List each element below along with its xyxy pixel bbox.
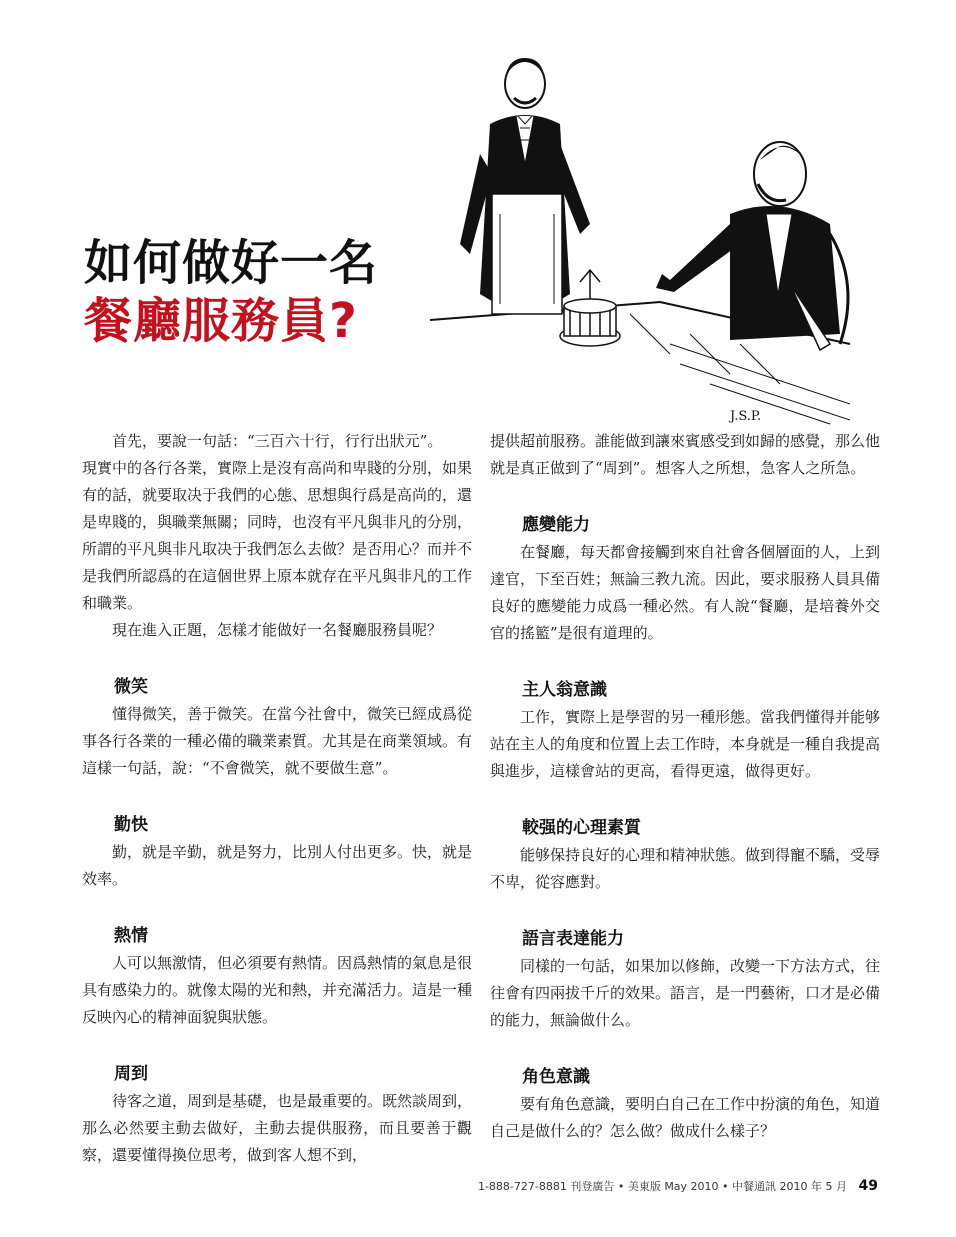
text-diligent: 勤，就是辛勤，就是努力，比別人付出更多。快，就是效率。 [82, 843, 473, 888]
text-ownership: 工作，實際上是學習的另一種形態。當我們懂得并能够站在主人的角度和位置上去工作時，本身就是一種自我提高與進步，這樣會站的更高，看得更遠，做得更好。 [490, 708, 881, 780]
title-line-2: 餐廳服務員? [84, 293, 358, 349]
intro-question: 現在進入正題，怎樣才能做好一名餐廳服務員呢？ [112, 621, 443, 639]
text-adaptability: 在餐廳，每天都會接觸到來自社會各個層面的人，上到達官，下至百姓；無論三教九流。因此，要求服務人員具備良好的應變能力成爲一種必然。有人說“餐廳，是培養外交官的搖籃”是很有道理的。 [490, 543, 881, 642]
intro-paragraph: 現實中的各行各業，實際上是沒有高尚和卑賤的分別，如果有的話，就要取决于我們的心態、思想與行爲是高尚的，還是卑賤的，與職業無關；同時，也沒有平凡與非凡的分別，所謂的平凡與非凡取决于我們怎么去做？是否用心？而并不是我們所認爲的在這個世界上原本就存在平凡與非凡的工作和職業。 [82, 459, 473, 612]
intro-paragraph-head: 首先，要說一句話：“三百六十行，行行出狀元”。 [112, 432, 443, 450]
heading-adaptability: 應變能力 [522, 515, 590, 535]
heading-thorough: 周到 [114, 1064, 148, 1084]
heading-role: 角色意識 [522, 1067, 590, 1087]
text-passion: 人可以無激情，但必須要有熱情。因爲熱情的氣息是很具有感染力的。就像太陽的光和熱，并充滿活力。這是一種反映內心的精神面貌與狀態。 [82, 954, 473, 1026]
heading-psychology: 較强的心理素質 [522, 818, 641, 838]
right-column [490, 428, 880, 1145]
heading-diligent: 勤快 [114, 815, 148, 835]
waiter-diner-illustration [430, 44, 850, 428]
text-language: 同樣的一句話，如果加以修飾，改變一下方法方式，往往會有四兩拔千斤的效果。語言，是一門藝術，口才是必備的能力，無論做什么。 [490, 957, 881, 1029]
heading-smile: 微笑 [114, 677, 148, 697]
page-footer [478, 1178, 878, 1194]
text-role: 要有角色意識，要明白自己在工作中扮演的角色，知道自己是做什么的？怎么做？做成什么樣子？ [490, 1095, 881, 1140]
heading-passion: 熱情 [114, 926, 148, 946]
footer-text: 1-888-727-8881 刊登廣告 • 美東版 May 2010 • 中餐通訊 2010 年 5 月 [477, 1180, 848, 1193]
page-number: 49 [858, 1178, 878, 1194]
illustration-signature: J.S.P. [730, 409, 762, 424]
heading-ownership: 主人翁意識 [522, 680, 607, 700]
title-line-1: 如何做好一名 [84, 235, 379, 291]
article-title [84, 234, 444, 350]
text-smile: 懂得微笑，善于微笑。在當今社會中，微笑已經成爲從事各行各業的一種必備的職業素質。尤其是在商業領域。有這樣一句話，說：“不會微笑，就不要做生意”。 [82, 705, 473, 777]
left-column [82, 428, 472, 1169]
text-thorough: 待客之道，周到是基礎，也是最重要的。既然談周到，那么必然要主動去做好，主動去提供服務，而且要善于觀察，還要懂得換位思考，做到客人想不到， [82, 1092, 473, 1164]
heading-language: 語言表達能力 [522, 929, 624, 949]
text-psychology: 能够保持良好的心理和精神狀態。做到得寵不驕，受辱不卑，從容應對。 [490, 846, 881, 891]
text-thorough-continued: 提供超前服務。誰能做到讓來賓感受到如歸的感覺，那么他就是真正做到了“周到”。想客人之所想，急客人之所急。 [490, 432, 881, 477]
